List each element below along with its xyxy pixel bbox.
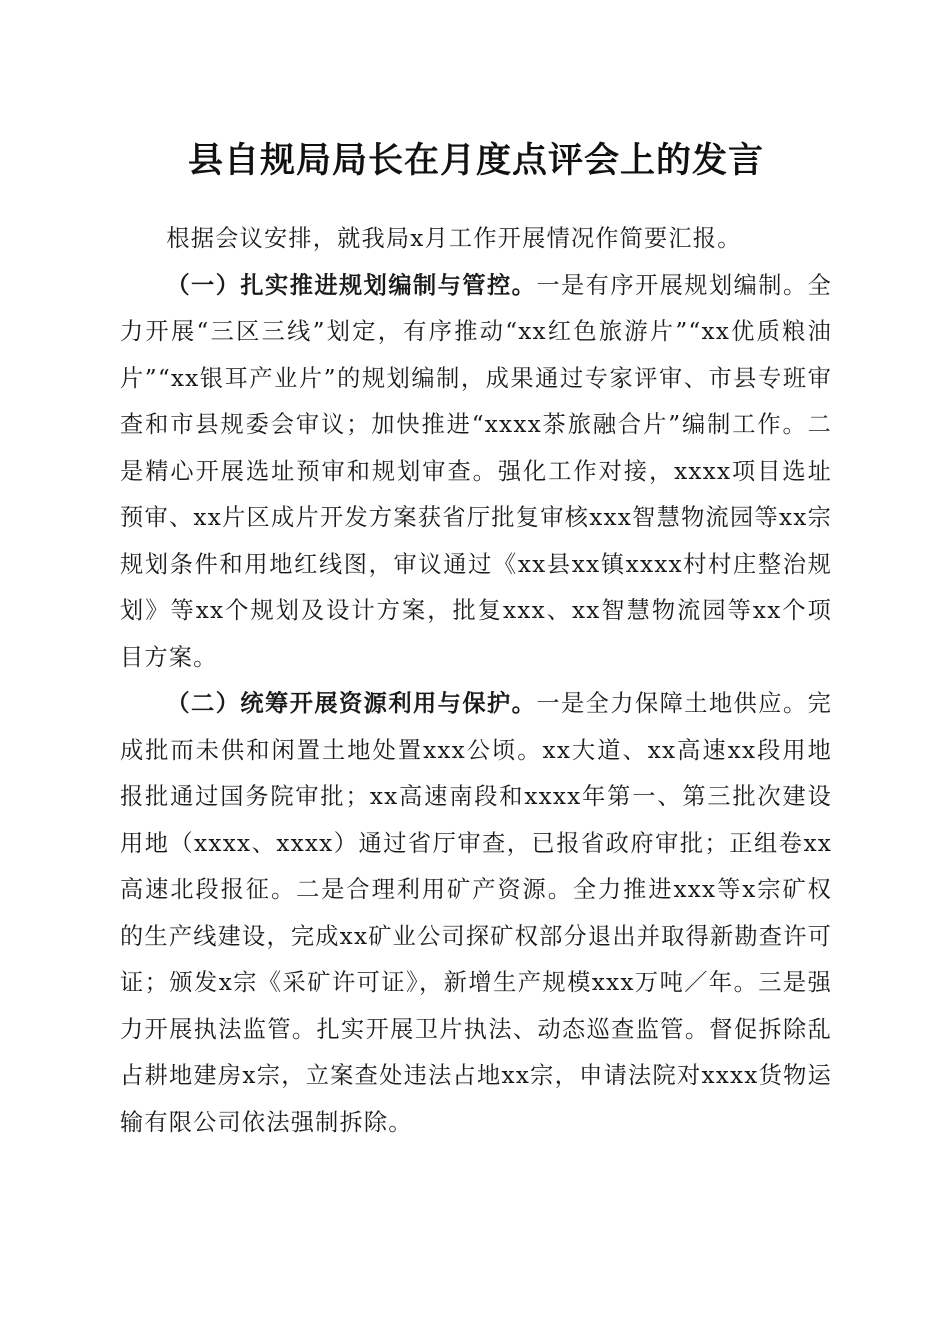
section-2-paragraph	[120, 681, 832, 1146]
intro-paragraph: 根据会议安排，就我局x月工作开展情况作简要汇报。	[166, 225, 742, 252]
section-2-heading: （二）统筹开展资源利用与保护。	[166, 690, 537, 717]
section-1-heading: （一）扎实推进规划编制与管控。	[166, 271, 537, 299]
section-2-body: 一是全力保障土地供应。完成批而未供和闲置土地处置xxx公顷。xx大道、xx高速xx段用地报批通过国务院审批；xx高速南段和xxxx年第一、第三批次建设用地（xxxx、xxxx）通过省厅审查，已报省政府审批；正组卷xx高速北段报征。二是合理利用矿产资源。全力推进xxx等x宗矿权的生产线建设，完成xx矿业公司探矿权部分退出并取得新勘查许可证；颁发x宗《采矿许可证》，新增生产规模xxx万吨／年。三是强力开展执法监管。扎实开展卫片执法、动态巡查监管。督促拆除乱占耕地建房x宗，立案查处违法占地xx宗，申请法院对xxxx货物运输有限公司依法强制拆除。	[120, 690, 832, 1136]
document-title: 县自规局局长在月度点评会上的发言	[187, 140, 764, 181]
section-1-body: 一是有序开展规划编制。全力开展“三区三线”划定，有序推动“xx红色旅游片”“xx优质粮油片”“xx银耳产业片”的规划编制，成果通过专家评审、市县专班审查和市县规委会审议；加快推进“xxxx茶旅融合片”编制工作。二是精心开展选址预审和规划审查。强化工作对接，xxxx项目选址预审、xx片区成片开发方案获省厅批复审核xxx智慧物流园等xx宗规划条件和用地红线图，审议通过《xx县xx镇xxxx村村庄整治规划》等xx个规划及设计方案，批复xxx、xx智慧物流园等xx个项目方案。	[120, 271, 832, 671]
section-1-paragraph	[120, 263, 832, 682]
document-body	[120, 216, 832, 1146]
